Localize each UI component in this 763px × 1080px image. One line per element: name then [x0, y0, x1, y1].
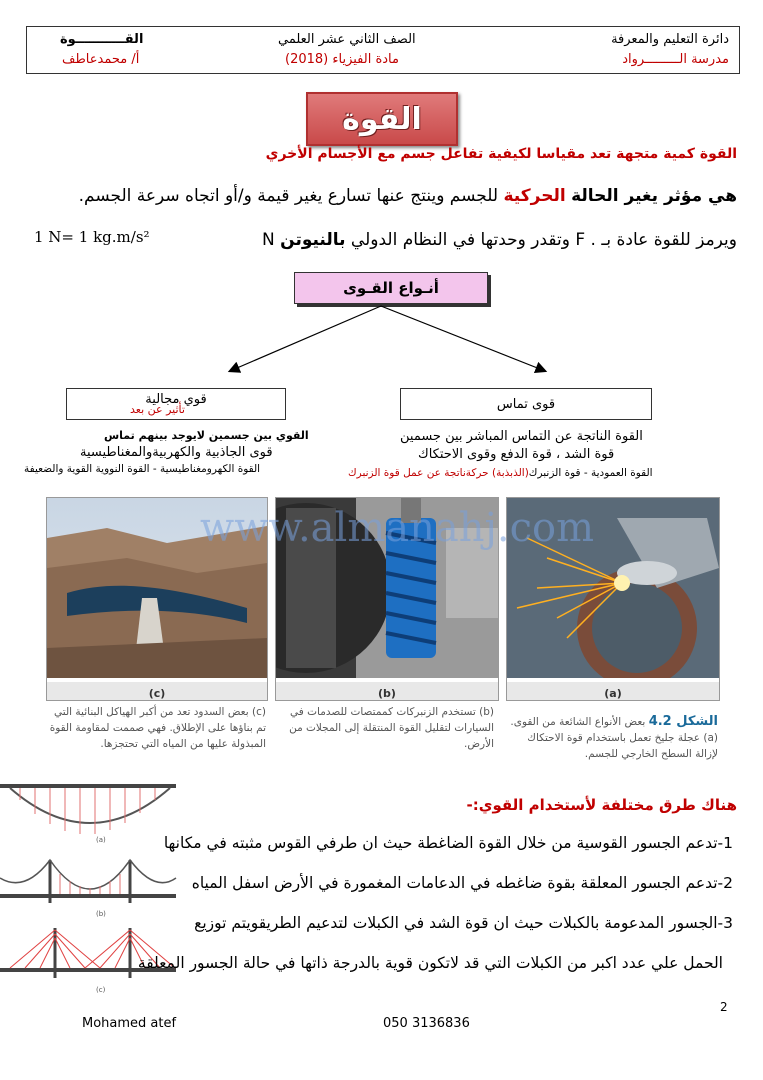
def3-unit: N [262, 230, 275, 250]
contact-forces-desc: القوة الناتجة عن التماس المباشر بين جسمين [400, 429, 643, 444]
suspension-bridge [0, 860, 176, 918]
fig-c-label: (c) [47, 682, 267, 701]
uses-item-1: 1-تدعم الجسور القوسية من خلال القوة الضاغطة حيث ان طرفي القوس مثبته في مكانها [163, 834, 733, 852]
arrow-right [381, 306, 545, 371]
field-forces-examples-small: القوة الكهرومغناطيسية - القوة النووية القوية والضعيفة [24, 463, 261, 475]
uses-item-3: 3-الجسور المدعومة بالكبلات حيث ان قوة الشد في الكبلات لتدعيم الطريقويتم توزيع [194, 914, 733, 932]
watermark: www.almanahj.com [200, 505, 595, 551]
header-directorate: دائرة التعليم والمعرفة [611, 32, 729, 47]
header-school: مدرسة الـــــــــرواد [622, 52, 729, 67]
fig-a-caption-text: بعض الأنواع الشائعة من القوى. (a) عجلة جليخ تعمل باستخدام قوة الاحتكاك لإزالة السطح الخارجي للجسم. [510, 716, 718, 760]
def2-red: الحركية [503, 186, 566, 206]
uses-item-3-cont: الحمل علي عدد اكبر من الكبلات التي قد لاتكون قوية بالدرجة ذاتها في حالة الجسور المعلقة [137, 954, 723, 972]
contact-small-red: (الذبذبة) حركةناتجة عن عمل قوة الزنبرك [348, 467, 529, 479]
field-forces-examples: قوى الجاذبية والكهربيةوالمغناطيسية [80, 445, 273, 460]
page-title: القوة [342, 101, 422, 137]
contact-forces-examples: قوة الشد ، قوة الدفع وقوى الاحتكاك [418, 447, 615, 462]
contact-small-black: القوة العمودية - قوة الزنبرك [528, 467, 653, 479]
field-forces-desc: القوي بين جسمين لايوجد بينهم تماس [104, 429, 309, 442]
header-grade: الصف الثاني عشر العلمي [278, 32, 416, 47]
footer-name: Mohamed atef [82, 1016, 177, 1031]
bridge-b-label: (b) [96, 910, 106, 918]
fig-b-caption: (b) تستخدم الزنبركات كممتصات للصدمات في السيارات لتقليل القوة المنتقلة إلى المجلات من الأرض. [289, 706, 494, 750]
newton-formula: 1 N= 1 kg.m/s² [34, 228, 150, 246]
def2-bold: هي مؤثر يغير الحالة [571, 186, 737, 206]
bridge-c-label: (c) [96, 986, 106, 994]
types-heading: أنـواع القـوى [294, 272, 488, 304]
fig-a-caption [508, 714, 718, 762]
uses-item-2: 2-تدعم الجسور المعلقة بقوة ضاغطه في الدعامات المغمورة في الأرض اسفل المياه [191, 874, 733, 892]
fig-a-caption-title: الشكل 4.2 [648, 714, 718, 729]
arch-bridge [0, 784, 176, 844]
types-arrows [0, 0, 763, 400]
footer-phone: 050 3136836 [383, 1016, 470, 1031]
contact-forces-examples-small [348, 467, 653, 479]
fig-a-label: (a) [507, 682, 719, 701]
page-number: 2 [720, 1000, 728, 1014]
header-subject: مادة الفيزياء (2018) [285, 52, 399, 67]
field-forces-sublabel: تأثير عن بعد [130, 403, 185, 416]
uses-heading: هناك طرق مختلفة لأستخدام القوي:- [466, 796, 737, 814]
def3-text: ويرمز للقوة عادة بـ . F وتقدر وحدتها في النظام الدولي [350, 230, 737, 250]
contact-forces-label: قوى تماس [496, 396, 556, 412]
fig-b-label: (b) [276, 682, 498, 701]
bridge-a-label: (a) [96, 836, 106, 844]
header-topic: القـــــــــــوة [60, 32, 144, 47]
definition-line: القوة كمية متجهة تعد مقياسا لكيفية تفاعل جسم مع الأجسام الأخري [265, 146, 737, 162]
contact-forces-box [400, 388, 652, 420]
arrow-left [230, 306, 381, 371]
def3-newton: بالنيوتن [280, 230, 346, 250]
field-forces-label: قوي مجالية [145, 391, 207, 407]
header-teacher: أ/ محمدعاطف [62, 52, 140, 67]
def2-rest: للجسم وينتج عنها تسارع يغير قيمة و/أو اتجاه سرعة الجسم. [78, 186, 499, 206]
fig-c-caption: (c) بعض السدود تعد من أكبر الهياكل البنائية التي تم بناؤها على الإطلاق. فهي صممت لمقاومة القوة المبذولة عليها من المياه التي تحتجزها. [49, 706, 266, 750]
